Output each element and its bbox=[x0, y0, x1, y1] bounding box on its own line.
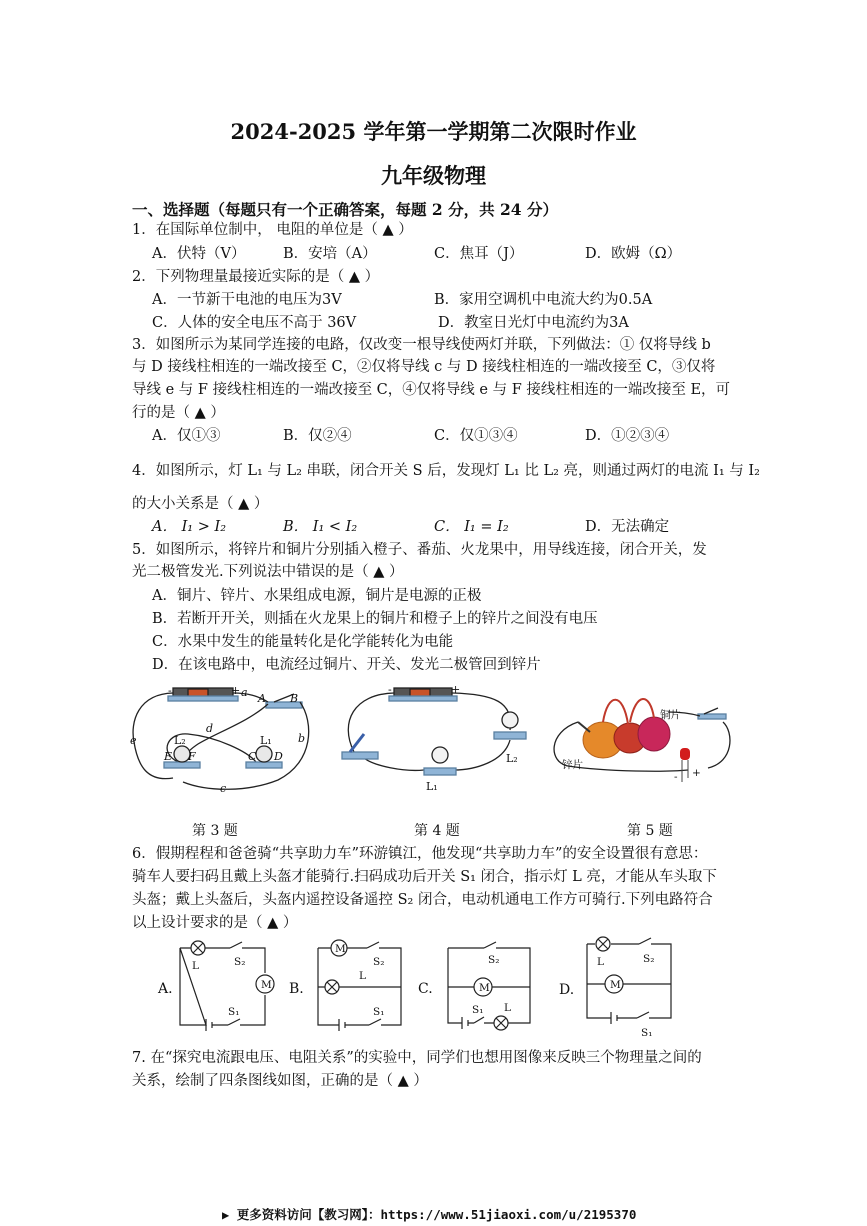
q3-line-4: 行的是（ ▲ ） bbox=[132, 405, 225, 421]
svg-text:-: - bbox=[674, 771, 678, 783]
q7-line-1: 7. 在“探究电流跟电压、电阻关系”的实验中，同学们也想用图像来反映三个物理量之间的 bbox=[132, 1050, 702, 1066]
svg-text:D.: D. bbox=[559, 982, 575, 998]
section-heading: 一、选择题（每题只有一个正确答案，每题 2 分，共 24 分） bbox=[132, 200, 558, 219]
svg-text:S₂: S₂ bbox=[643, 953, 655, 965]
lamp-l1-icon bbox=[256, 746, 272, 762]
q5-line-2: 光二极管发光.下列说法中错误的是（ ▲ ） bbox=[132, 564, 404, 580]
q1-stem: 1．在国际单位制中， 电阻的单位是（ ▲ ） bbox=[132, 222, 413, 238]
svg-text:L₂: L₂ bbox=[506, 752, 518, 765]
flag-icon: ▶ bbox=[222, 1208, 230, 1222]
svg-text:S₂: S₂ bbox=[373, 956, 385, 968]
q4-option-b: B． I₁ < I₂ bbox=[283, 519, 358, 535]
svg-text:L: L bbox=[192, 960, 199, 972]
q4-option-c: C． I₁ = I₂ bbox=[434, 519, 509, 535]
figure-5-fruit-battery bbox=[548, 682, 738, 797]
figure-3-caption: 第 3 题 bbox=[192, 823, 238, 839]
svg-text:C.: C. bbox=[418, 981, 433, 997]
switch-icon bbox=[342, 752, 378, 759]
svg-text:L: L bbox=[597, 956, 604, 968]
svg-text:+: + bbox=[451, 683, 461, 696]
svg-text:S₁: S₁ bbox=[373, 1006, 385, 1018]
svg-text:B.: B. bbox=[289, 981, 304, 997]
q2-option-d: D．教室日光灯中电流约为3A bbox=[438, 315, 629, 331]
svg-text:L: L bbox=[504, 1002, 511, 1014]
svg-text:S₁: S₁ bbox=[472, 1004, 484, 1016]
svg-text:锌片: 锌片 bbox=[562, 759, 583, 771]
q6-line-1: 6．假期程程和爸爸骑“共享助力车”环游镇江，他发现“共享助力车”的安全设置很有意思： bbox=[132, 846, 708, 862]
q1-option-d: D．欧姆（Ω） bbox=[585, 246, 682, 262]
svg-text:C: C bbox=[248, 750, 257, 763]
svg-text:-: - bbox=[388, 683, 392, 696]
footer-link[interactable] bbox=[222, 1205, 636, 1223]
svg-text:a: a bbox=[241, 686, 248, 699]
led-icon bbox=[680, 748, 690, 760]
lamp-l1-icon bbox=[432, 747, 448, 763]
page-title: 2024-2025 学年第一学期第二次限时作业 bbox=[230, 119, 637, 144]
q2-stem: 2．下列物理量最接近实际的是（ ▲ ） bbox=[132, 269, 380, 285]
svg-text:+: + bbox=[231, 684, 241, 697]
q3-line-3: 导线 e 与 F 接线柱相连的一端改接至 C，④仅将导线 e 与 F 接线柱相连的一端改接至 E，可 bbox=[132, 382, 731, 398]
svg-text:M: M bbox=[479, 982, 490, 994]
lamp-l2-icon bbox=[502, 712, 518, 728]
svg-text:A: A bbox=[258, 692, 266, 705]
q5-line-1: 5．如图所示，将锌片和铜片分别插入橙子、番茄、火龙果中，用导线连接，闭合开关，发 bbox=[132, 542, 707, 558]
q6-line-2: 骑车人要扫码且戴上头盔才能骑行.扫码成功后开关 S₁ 闭合，指示灯 L 亮，才能从车头取下 bbox=[132, 869, 717, 885]
svg-text:L₁: L₁ bbox=[260, 734, 272, 747]
q4-line-1: 4．如图所示，灯 L₁ 与 L₂ 串联，闭合开关 S 后，发现灯 L₁ 比 L₂ 亮，则通过两灯的电流 I₁ 与 I₂ bbox=[132, 463, 760, 479]
svg-text:-: - bbox=[168, 684, 172, 697]
q5-option-c: C．水果中发生的能量转化是化学能转化为电能 bbox=[152, 634, 454, 650]
svg-text:b: b bbox=[298, 732, 306, 745]
svg-text:M: M bbox=[335, 943, 346, 955]
svg-text:D: D bbox=[274, 750, 283, 763]
svg-text:d: d bbox=[206, 722, 214, 735]
circuit-option-d bbox=[557, 930, 682, 1040]
q6-line-4: 以上设计要求的是（ ▲ ） bbox=[132, 915, 298, 931]
svg-text:c: c bbox=[220, 782, 227, 795]
q3-line-2: 与 D 接线柱相连的一端改接至 C，②仅将导线 c 与 D 接线柱相连的一端改接至 C，③仅将 bbox=[132, 359, 716, 375]
svg-text:B: B bbox=[290, 692, 299, 705]
dragon-fruit-icon bbox=[638, 717, 670, 751]
figure-5-caption: 第 5 题 bbox=[627, 823, 673, 839]
q3-line-1: 3．如图所示为某同学连接的电路，仅改变一根导线使两灯并联，下列做法：① 仅将导线 b bbox=[132, 337, 711, 353]
svg-text:M: M bbox=[610, 979, 621, 991]
svg-text:L: L bbox=[359, 970, 366, 982]
svg-text:L₁: L₁ bbox=[426, 780, 438, 793]
q3-option-b: B．仅②④ bbox=[283, 428, 352, 444]
q6-line-3: 头盔；戴上头盔后，头盔内遥控设备遥控 S₂ 闭合，电动机通电工作方可骑行.下列电路符合 bbox=[132, 892, 713, 908]
svg-text:铜片: 铜片 bbox=[660, 709, 681, 721]
switch-icon bbox=[698, 714, 726, 719]
circuit-option-b bbox=[283, 935, 408, 1035]
page-subtitle: 九年级物理 bbox=[381, 163, 486, 188]
q3-option-a: A．仅①③ bbox=[152, 428, 221, 444]
q5-option-b: B．若断开开关，则插在火龙果上的铜片和橙子上的锌片之间没有电压 bbox=[152, 611, 598, 627]
svg-text:S₂: S₂ bbox=[234, 956, 246, 968]
figure-3-circuit bbox=[128, 682, 318, 797]
svg-text:M: M bbox=[261, 979, 272, 991]
svg-text:+: + bbox=[692, 767, 701, 779]
q3-option-d: D．①②③④ bbox=[585, 428, 670, 444]
svg-text:F: F bbox=[188, 750, 196, 763]
figure-4-caption: 第 4 题 bbox=[414, 823, 460, 839]
svg-text:e: e bbox=[130, 734, 137, 747]
q4-line-2: 的大小关系是（ ▲ ） bbox=[132, 496, 269, 512]
svg-text:S₁: S₁ bbox=[641, 1027, 653, 1039]
q5-option-d: D．在该电路中，电流经过铜片、开关、发光二极管回到锌片 bbox=[152, 657, 541, 673]
circuit-option-a bbox=[150, 935, 275, 1035]
figure-4-circuit bbox=[334, 682, 534, 797]
footer-text: 更多资料访问【教习网】：https://www.51jiaoxi.com/u/2195370 bbox=[236, 1207, 637, 1222]
q1-option-b: B．安培（A） bbox=[283, 246, 377, 262]
svg-text:S₁: S₁ bbox=[228, 1006, 240, 1018]
q4-option-a: A． I₁ > I₂ bbox=[152, 519, 227, 535]
q4-option-d: D．无法确定 bbox=[585, 519, 670, 535]
svg-text:L₂: L₂ bbox=[174, 734, 186, 747]
q1-option-a: A．伏特（V） bbox=[152, 246, 246, 262]
q2-option-a: A．一节新干电池的电压为3V bbox=[152, 292, 342, 308]
q7-line-2: 关系，绘制了四条图线如图，正确的是（ ▲ ） bbox=[132, 1073, 428, 1089]
svg-text:E: E bbox=[164, 750, 173, 763]
q1-option-c: C．焦耳（J） bbox=[434, 246, 524, 262]
q2-option-b: B．家用空调机中电流大约为0.5A bbox=[434, 292, 653, 308]
q2-option-c: C．人体的安全电压不高于 36V bbox=[152, 315, 357, 331]
svg-text:A.: A. bbox=[158, 981, 173, 997]
q3-option-c: C．仅①③④ bbox=[434, 428, 518, 444]
q5-option-a: A．铜片、锌片、水果组成电源，铜片是电源的正极 bbox=[152, 588, 482, 604]
svg-text:S₂: S₂ bbox=[488, 954, 500, 966]
circuit-option-c bbox=[418, 935, 543, 1035]
